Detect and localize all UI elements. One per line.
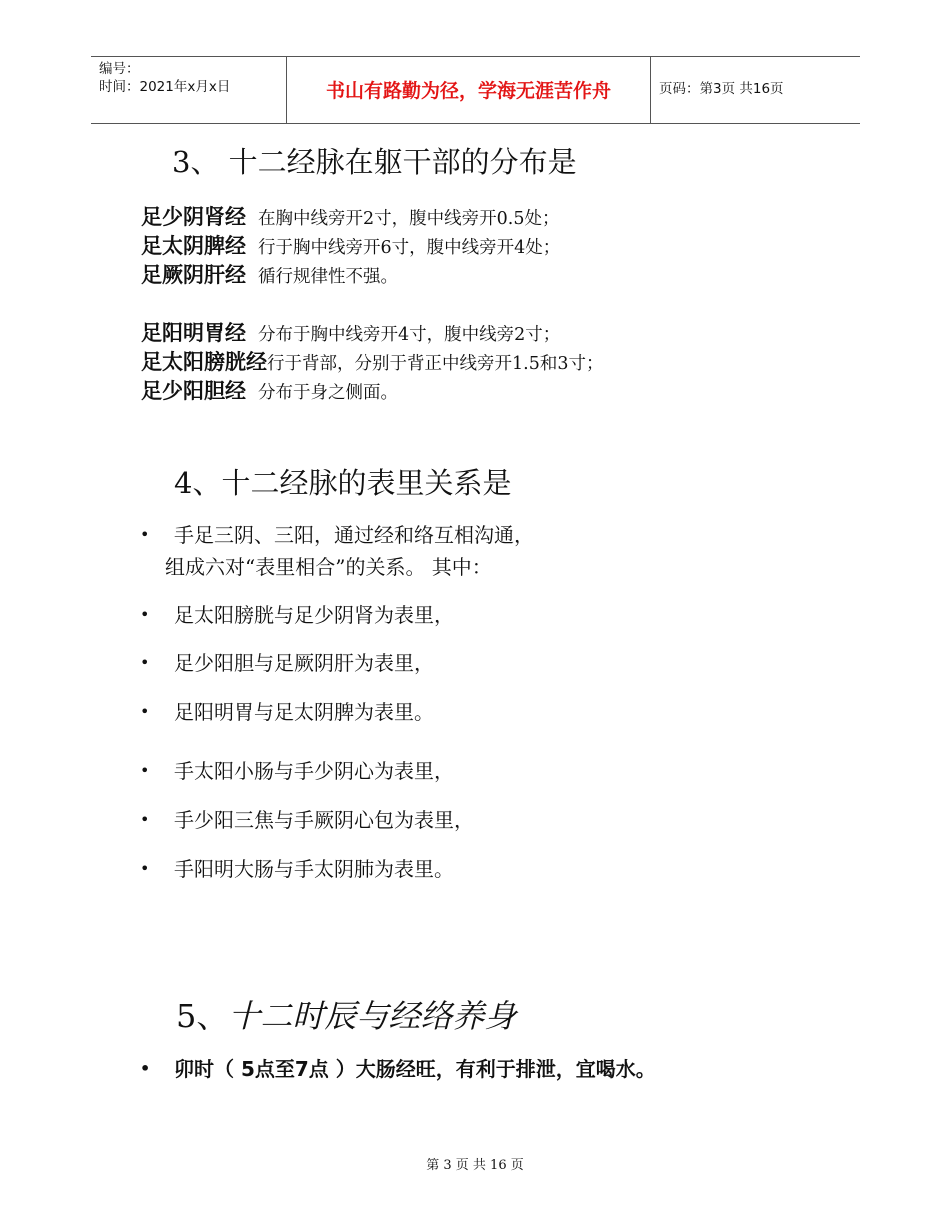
yin-row xyxy=(141,260,398,290)
meridian-desc: 行于胸中线旁开6寸，腹中线旁开4处； xyxy=(258,238,561,258)
code-label: 编号： xyxy=(99,61,140,77)
meridian-name: 足阳明胃经 xyxy=(141,321,246,345)
page-header xyxy=(91,56,860,124)
meridian-desc: 行于背部，分别于背正中线旁开1.5和3寸； xyxy=(267,354,604,374)
meridian-desc: 在胸中线旁开2寸，腹中线旁开0.5处； xyxy=(258,209,560,229)
page-label: 页码：第3页 共16页 xyxy=(659,81,784,97)
list-item-text: 手阳明大肠与手太阴肺为表里。 xyxy=(174,857,454,881)
section3-title: 3、 十二经脉在躯干部的分布是 xyxy=(172,145,577,179)
header-page-cell xyxy=(650,57,860,123)
bullet-icon: • xyxy=(140,761,150,780)
page-footer: 第 3 页 共 16 页 xyxy=(426,1158,524,1173)
yang-row xyxy=(141,347,603,377)
list-item-text: 手足三阴、三阳，通过经和络互相沟通， xyxy=(174,523,534,547)
header-meta-cell xyxy=(91,57,286,123)
list-item-text: 手太阳小肠与手少阴心为表里， xyxy=(174,759,454,783)
bullet-icon: • xyxy=(140,525,150,544)
meridian-desc: 循行规律性不强。 xyxy=(258,267,398,287)
list-item-text: 足太阳膀胱与足少阴肾为表里， xyxy=(174,603,454,627)
meridian-name: 足厥阴肝经 xyxy=(141,263,246,287)
list-item-text: 卯时（ 5点至7点 ）大肠经旺，有利于排泄，宜喝水。 xyxy=(174,1057,656,1081)
header-motto-cell xyxy=(286,57,651,123)
meridian-desc: 分布于身之侧面。 xyxy=(258,383,398,403)
section5-number: 5、 xyxy=(176,997,229,1035)
yin-row xyxy=(141,231,560,261)
section5-title-text: 十二时辰与经络养身 xyxy=(228,997,517,1035)
meridian-name: 足太阴脾经 xyxy=(141,234,246,258)
list-item-text: 手少阳三焦与手厥阴心包为表里， xyxy=(174,808,474,832)
yang-row xyxy=(141,376,398,406)
list-item-continuation: 组成六对“表里相合”的关系。 其中： xyxy=(165,555,492,579)
yang-row xyxy=(141,318,560,348)
bullet-icon: • xyxy=(140,1059,151,1078)
bullet-icon: • xyxy=(140,810,150,829)
bullet-icon: • xyxy=(140,653,150,672)
section5-title xyxy=(176,996,516,1036)
yin-row xyxy=(141,202,559,232)
bullet-icon: • xyxy=(140,605,150,624)
meridian-desc: 分布于胸中线旁开4寸，腹中线旁2寸； xyxy=(258,325,561,345)
meridian-name: 足太阳膀胱经 xyxy=(141,350,267,374)
list-item-text: 足阳明胃与足太阴脾为表里。 xyxy=(174,700,434,724)
list-item-text: 足少阳胆与足厥阴肝为表里， xyxy=(174,651,434,675)
bullet-icon: • xyxy=(140,702,150,721)
time-label: 时间：2021年x月x日 xyxy=(99,79,231,95)
meridian-name: 足少阴肾经 xyxy=(141,205,246,229)
section4-title: 4、十二经脉的表里关系是 xyxy=(174,466,512,500)
meridian-name: 足少阳胆经 xyxy=(141,379,246,403)
motto: 书山有路勤为径，学海无涯苦作舟 xyxy=(325,80,611,102)
bullet-icon: • xyxy=(140,859,150,878)
